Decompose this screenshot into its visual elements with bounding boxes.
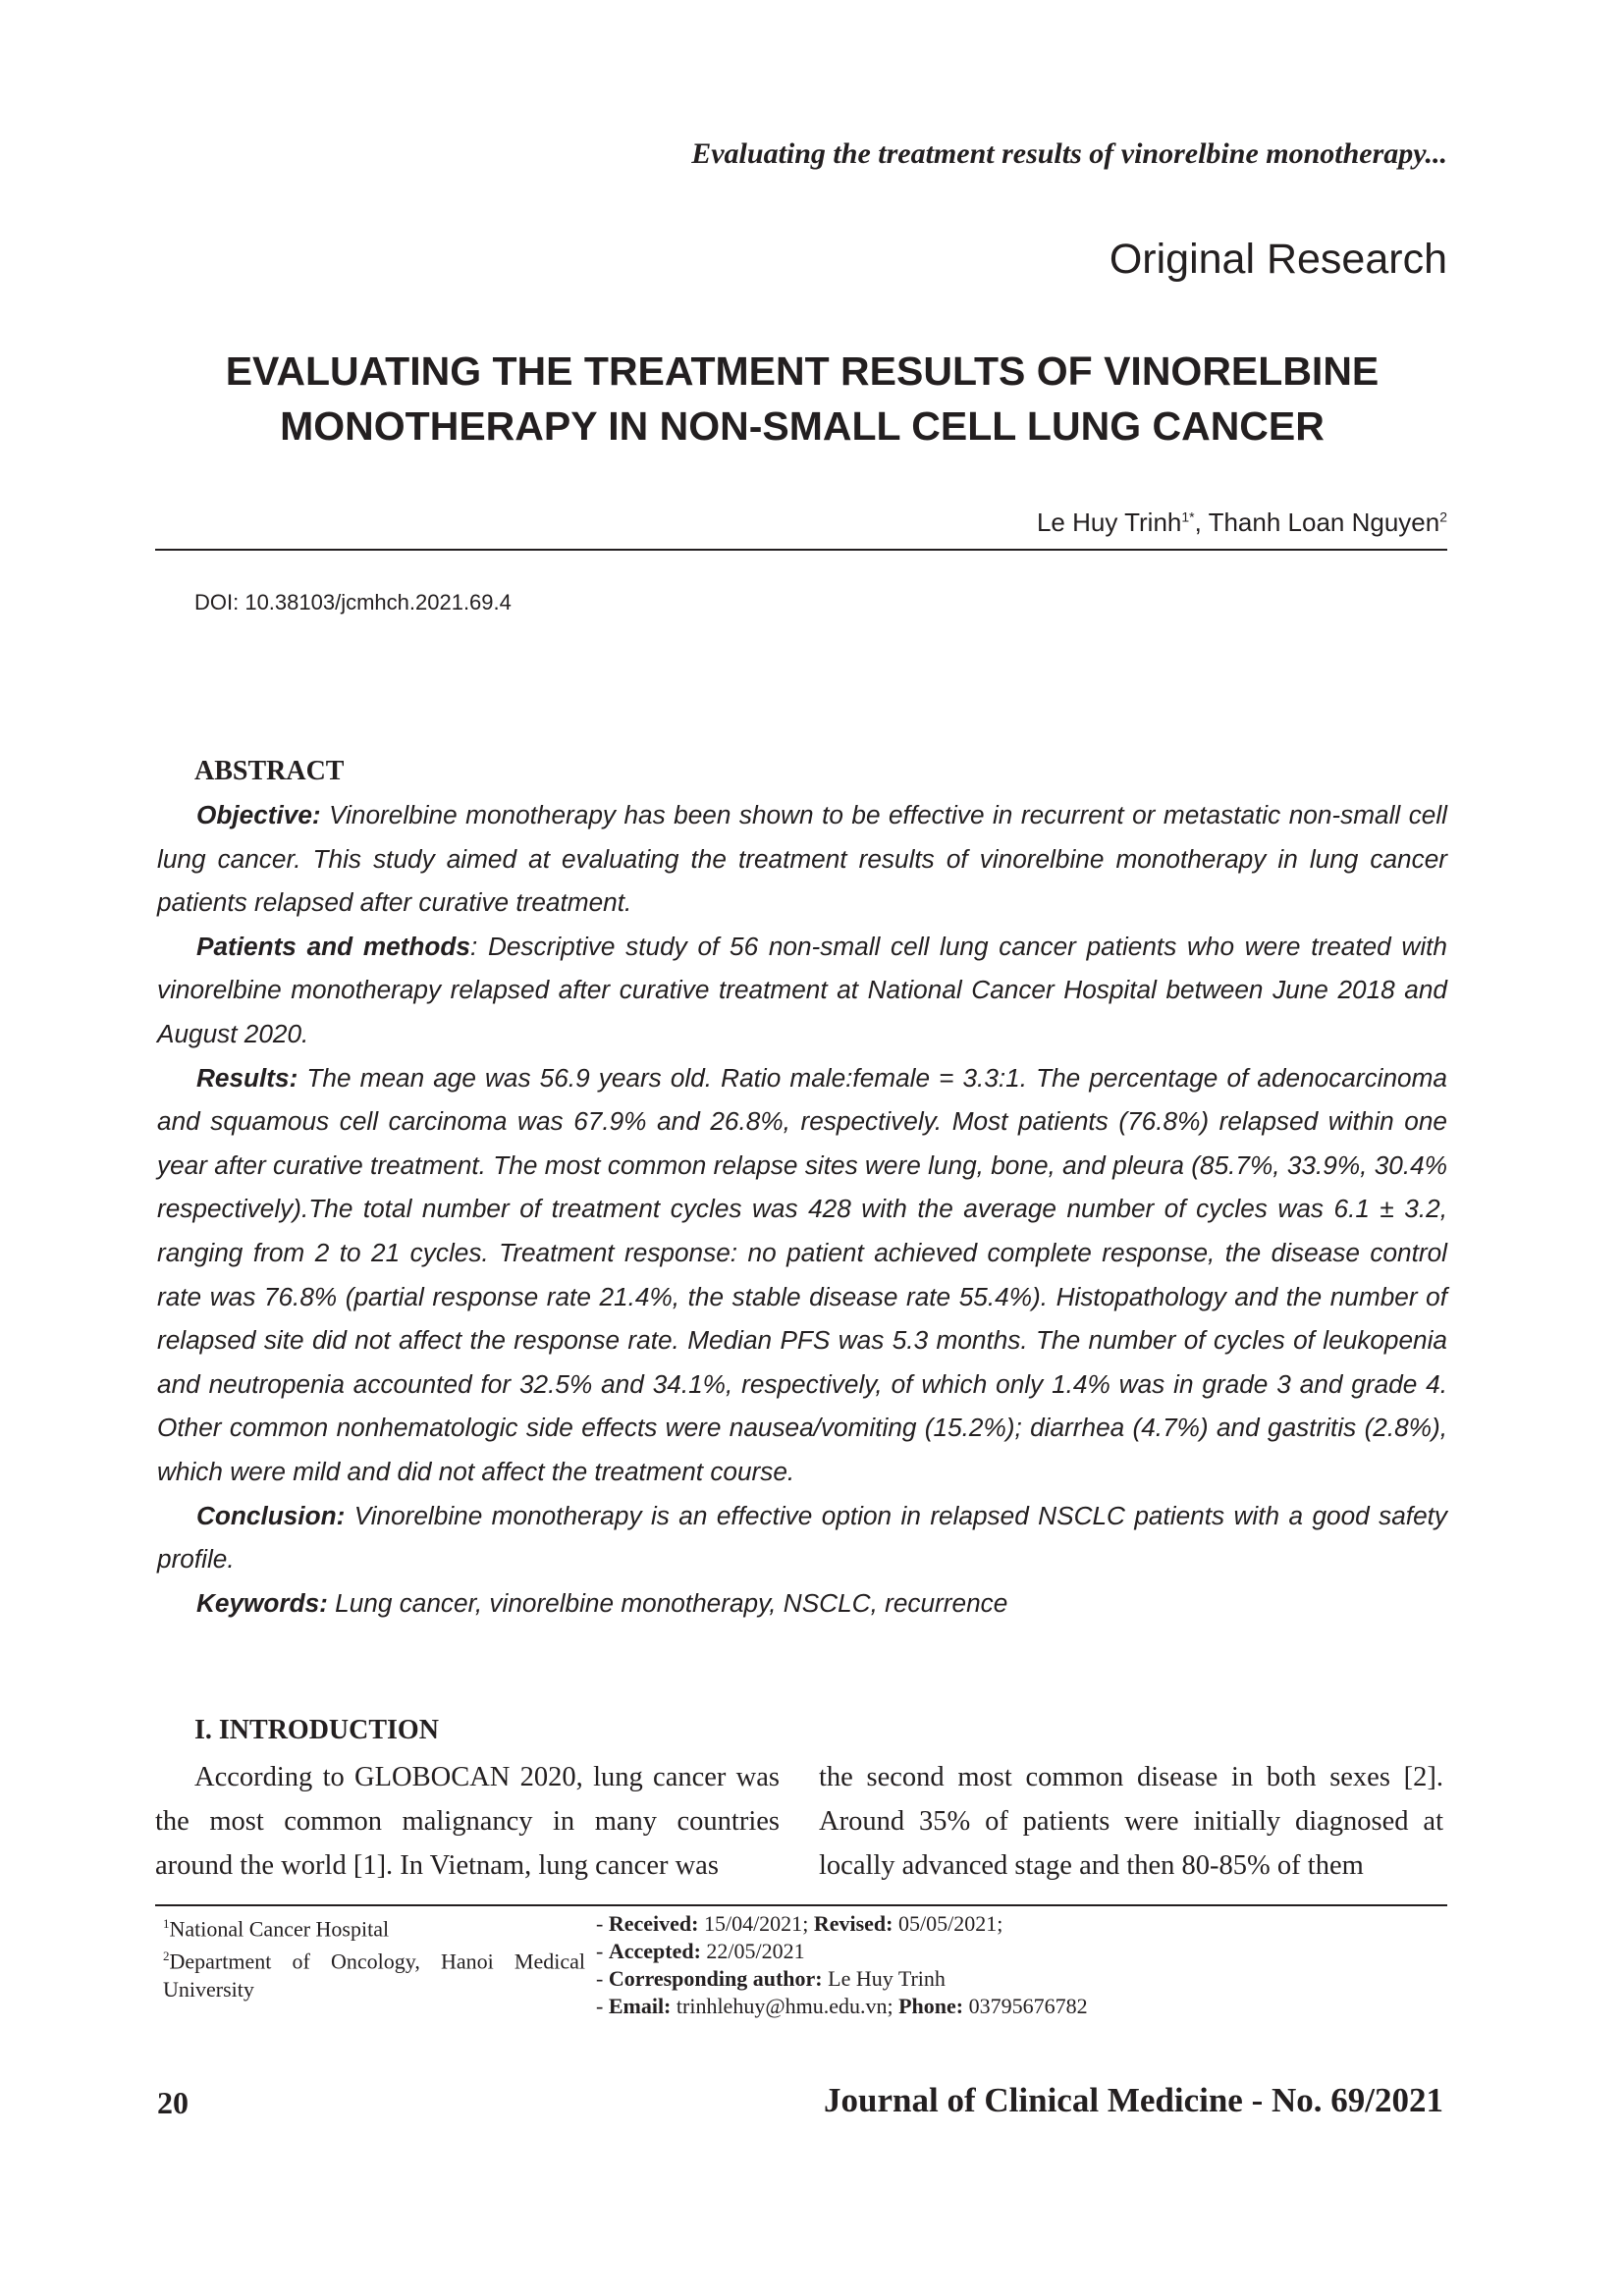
keywords-label: Keywords:: [196, 1587, 328, 1618]
corresponding-author: Le Huy Trinh: [828, 1966, 946, 1991]
affiliation-mark: 1: [163, 1916, 170, 1931]
objective-text: Vinorelbine monotherapy has been shown to be effective in recurrent or metastatic non-small cell lung cancer. This study aimed at evaluating the treatment results of vinorelbine monotherapy in lung cancer patients relapsed after curative treatment.: [157, 800, 1447, 918]
title-line-1: EVALUATING THE TREATMENT RESULTS OF VINORELBINE: [225, 348, 1380, 394]
affiliations: [163, 1910, 585, 2003]
abstract-results: [157, 1056, 1447, 1494]
results-label: Results:: [196, 1062, 298, 1093]
info-contact-line: - Email: trinhlehuy@hmu.edu.vn; Phone: 03795676782: [596, 1994, 1088, 2018]
results-text: The mean age was 56.9 years old. Ratio male:female = 3.3:1. The percentage of adenocarcinoma and squamous cell carcinoma was 67.9% and 26.8%, respectively. Most patients (76.8%) relapsed within one year after curative treatment. The most common relapse sites were lung, bone, and pleura (85.7%, 33.9%, 30.4% respectively).The total number of treatment cycles was 428 with the average number of cycles was 6.1 ± 3.2, ranging from 2 to 21 cycles. Treatment response: no patient achieved complete response, the disease control rate was 76.8% (partial response rate 21.4%, the stable disease rate 55.4%). Histopathology and the number of relapsed site did not affect the response rate. Median PFS was 5.3 months. The number of cycles of leukopenia and neutropenia accounted for 32.5% and 34.1%, respectively, of which only 1.4% was in grade 3 and grade 4. Other common nonhematologic side effects were nausea/vomiting (15.2%); diarrhea (4.7%) and gastritis (2.8%), which were mild and did not affect the treatment course.: [157, 1062, 1447, 1486]
introduction-column-right: [819, 1755, 1443, 1888]
article-type-label: Original Research: [1109, 236, 1447, 283]
article-title: [157, 344, 1447, 454]
info-dates-line: - Received: 15/04/2021; Revised: 05/05/2021;: [596, 1911, 1003, 1936]
affiliation-item: [163, 1943, 585, 2002]
corresponding-label: Corresponding author:: [608, 1966, 823, 1991]
author-divider: [155, 549, 1447, 551]
keywords-text: Lung cancer, vinorelbine monotherapy, NSCLC, recurrence: [327, 1587, 1008, 1618]
email-label: Email:: [608, 1994, 672, 2018]
abstract-section: [157, 756, 1447, 1625]
abstract-keywords: [157, 1581, 1447, 1626]
received-label: Received:: [608, 1911, 699, 1936]
journal-footer: Journal of Clinical Medicine - No. 69/2021: [824, 2081, 1443, 2119]
author-affiliation-mark: 2: [1439, 508, 1447, 525]
phone-label: Phone:: [898, 1994, 964, 2018]
author-name: Le Huy Trinh: [1036, 507, 1182, 537]
accepted-label: Accepted:: [608, 1939, 701, 1963]
doi: DOI: 10.38103/jcmhch.2021.69.4: [194, 590, 512, 614]
running-header: Evaluating the treatment results of vinorelbine monotherapy...: [691, 137, 1447, 170]
conclusion-text: Vinorelbine monotherapy is an effective option in relapsed NSCLC patients with a good safety profile.: [157, 1500, 1447, 1575]
revised-date: 05/05/2021: [897, 1911, 998, 1936]
received-date: 15/04/2021: [703, 1911, 803, 1936]
author-separator: ,: [1194, 507, 1209, 537]
author-name: Thanh Loan Nguyen: [1208, 507, 1440, 537]
footnote-divider: [155, 1904, 1447, 1906]
email-value[interactable]: trinhlehuy@hmu.edu.vn: [676, 1994, 888, 2018]
abstract-conclusion: [157, 1494, 1447, 1581]
abstract-objective: [157, 793, 1447, 925]
objective-label: Objective:: [196, 800, 321, 829]
introduction-paragraph: According to GLOBOCAN 2020, lung cancer was the most common malignancy in many countries around the world [1]. In Vietnam, lung cancer was: [155, 1762, 780, 1881]
revised-label: Revised:: [813, 1911, 893, 1936]
abstract-methods: [157, 925, 1447, 1056]
affiliation-text: National Cancer Hospital: [169, 1916, 390, 1942]
title-line-2: MONOTHERAPY IN NON-SMALL CELL LUNG CANCER: [280, 403, 1325, 449]
author-list: [157, 507, 1447, 538]
page-number: 20: [157, 2085, 189, 2120]
methods-text: : Descriptive study of 56 non-small cell lung cancer patients who were treated with vinorelbine monotherapy relapsed after curative treatment at National Cancer Hospital between June 2018 and August 2020.: [157, 931, 1447, 1048]
accepted-date: 22/05/2021: [706, 1939, 805, 1963]
abstract-heading: ABSTRACT: [194, 756, 345, 786]
methods-label: Patients and methods: [196, 931, 470, 961]
author-affiliation-mark: 1*: [1181, 508, 1195, 525]
phone-value: 03795676782: [968, 1994, 1088, 2018]
info-accepted-line: - Accepted: 22/05/2021: [596, 1939, 805, 1963]
affiliation-mark: 2: [163, 1949, 170, 1964]
info-corresponding-line: - Corresponding author: Le Huy Trinh: [596, 1966, 946, 1991]
conclusion-label: Conclusion:: [196, 1500, 346, 1530]
introduction-paragraph-continued: the second most common disease in both sexes [2]. Around 35% of patients were initially diagnosed at locally advanced stage and then 80-85% of them: [819, 1762, 1443, 1881]
introduction-heading: I. INTRODUCTION: [194, 1715, 439, 1745]
affiliation-item: [163, 1910, 585, 1943]
article-info: [596, 1910, 1440, 2020]
introduction-column-left: [155, 1755, 780, 1888]
affiliation-text: Department of Oncology, Hanoi Medical University: [163, 1949, 585, 2002]
